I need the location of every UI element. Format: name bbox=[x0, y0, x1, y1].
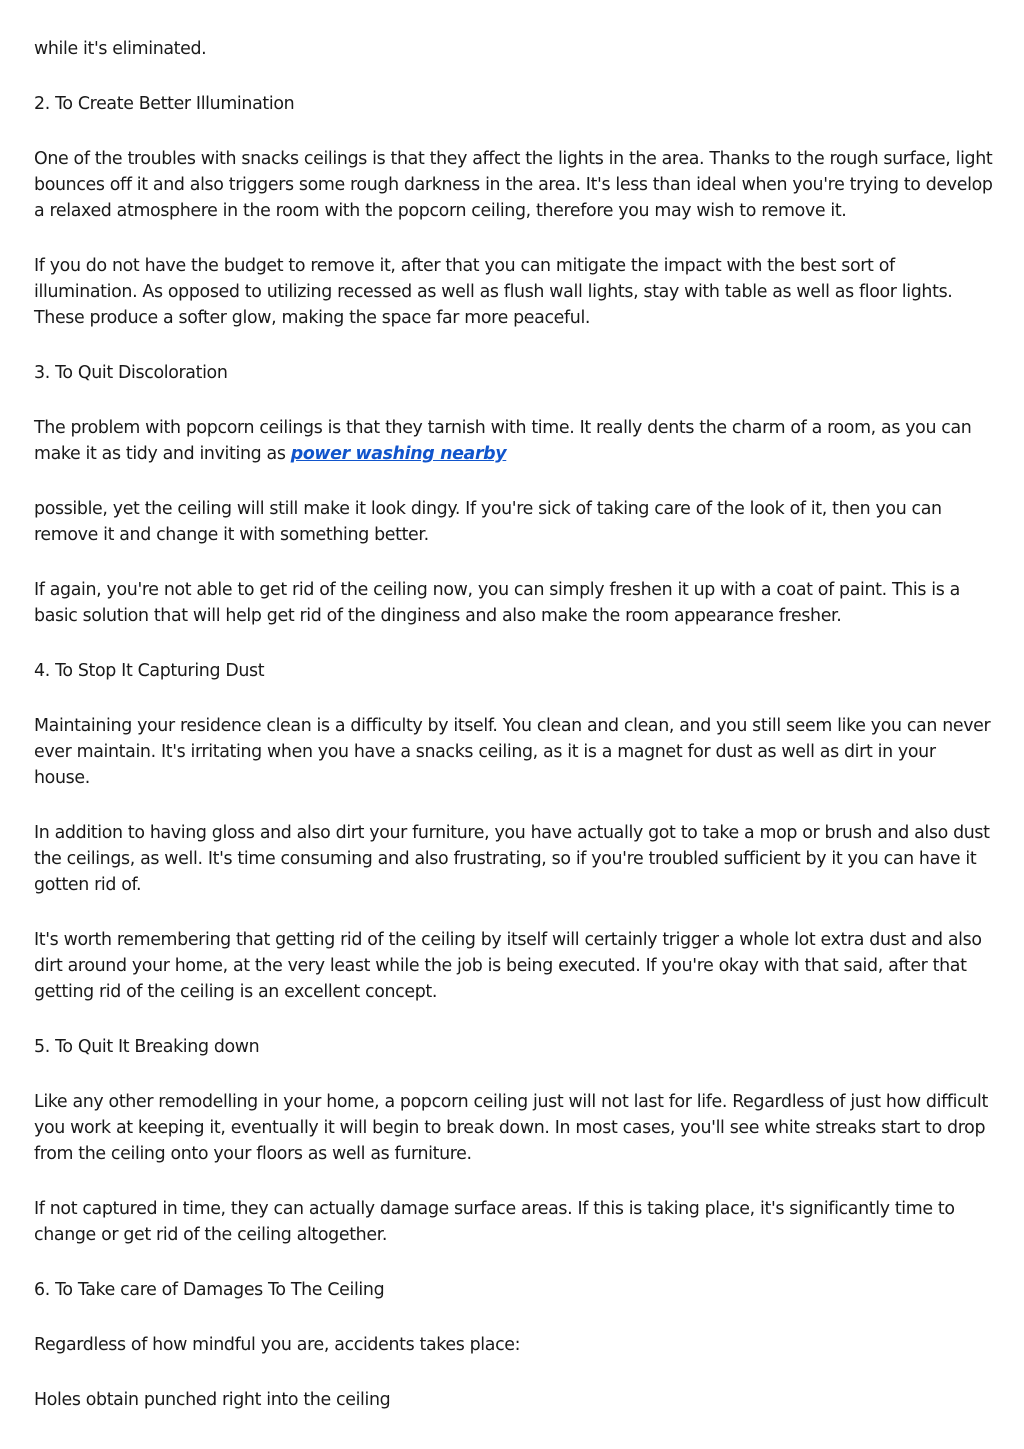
paragraph: It's worth remembering that getting rid of the ceiling by itself will certainly trigger a whole lot extra dust and also dirt around your home, at the very least while the job is being executed. If you're okay with that said, after that getting rid of the ceiling is an excellent concept. bbox=[34, 930, 982, 1002]
heading-quit-discoloration: 3. To Quit Discoloration bbox=[34, 363, 228, 383]
paragraph: Like any other remodelling in your home, a popcorn ceiling just will not last for life. Regardless of just how difficult you work at keeping it, eventually it will begin to break down. In most cases, you'll see white streaks start to drop from the ceiling onto your floors as well as furniture. bbox=[34, 1092, 988, 1164]
paragraph: possible, yet the ceiling will still make it look dingy. If you're sick of taking care of the look of it, then you can remove it and change it with something better. bbox=[34, 499, 942, 545]
power-washing-link[interactable]: power washing nearby bbox=[290, 444, 507, 464]
paragraph-text: The problem with popcorn ceilings is that they tarnish with time. It really dents the charm of a room, as you can make it as tidy and inviting as bbox=[34, 418, 972, 464]
heading-damages-to-ceiling: 6. To Take care of Damages To The Ceiling bbox=[34, 1280, 385, 1300]
paragraph: Maintaining your residence clean is a difficulty by itself. You clean and clean, and you still seem like you can never ever maintain. It's irritating when you have a snacks ceiling, as it is a magnet for dust as well as dirt in your house. bbox=[34, 716, 991, 788]
paragraph: Regardless of how mindful you are, accidents takes place: bbox=[34, 1335, 521, 1355]
heading-create-better-illumination: 2. To Create Better Illumination bbox=[34, 94, 295, 114]
paragraph: If you do not have the budget to remove it, after that you can mitigate the impact with the best sort of illumination. As opposed to utilizing recessed as well as flush wall lights, stay with table as well as floor lights. These produce a softer glow, making the space far more peaceful. bbox=[34, 256, 953, 328]
paragraph: If not captured in time, they can actually damage surface areas. If this is taking place, it's significantly time to change or get rid of the ceiling altogether. bbox=[34, 1199, 955, 1245]
paragraph-continuation: while it's eliminated. bbox=[34, 39, 207, 59]
heading-stop-capturing-dust: 4. To Stop It Capturing Dust bbox=[34, 661, 265, 681]
paragraph: Holes obtain punched right into the ceiling bbox=[34, 1390, 391, 1410]
heading-quit-breaking-down: 5. To Quit It Breaking down bbox=[34, 1037, 260, 1057]
paragraph-with-link bbox=[34, 415, 994, 467]
paragraph: In addition to having gloss and also dirt your furniture, you have actually got to take a mop or brush and also dust the ceilings, as well. It's time consuming and also frustrating, so if you're troubled sufficient by it you can have it gotten rid of. bbox=[34, 823, 990, 895]
document-body bbox=[34, 36, 994, 1442]
paragraph: If again, you're not able to get rid of the ceiling now, you can simply freshen it up with a coat of paint. This is a basic solution that will help get rid of the dinginess and also make the room appearance fresher. bbox=[34, 580, 960, 626]
paragraph: One of the troubles with snacks ceilings is that they affect the lights in the area. Thanks to the rough surface, light bounces off it and also triggers some rough darkness in the area. It's less than ideal when you're trying to develop a relaxed atmosphere in the room with the popcorn ceiling, therefore you may wish to remove it. bbox=[34, 149, 993, 221]
